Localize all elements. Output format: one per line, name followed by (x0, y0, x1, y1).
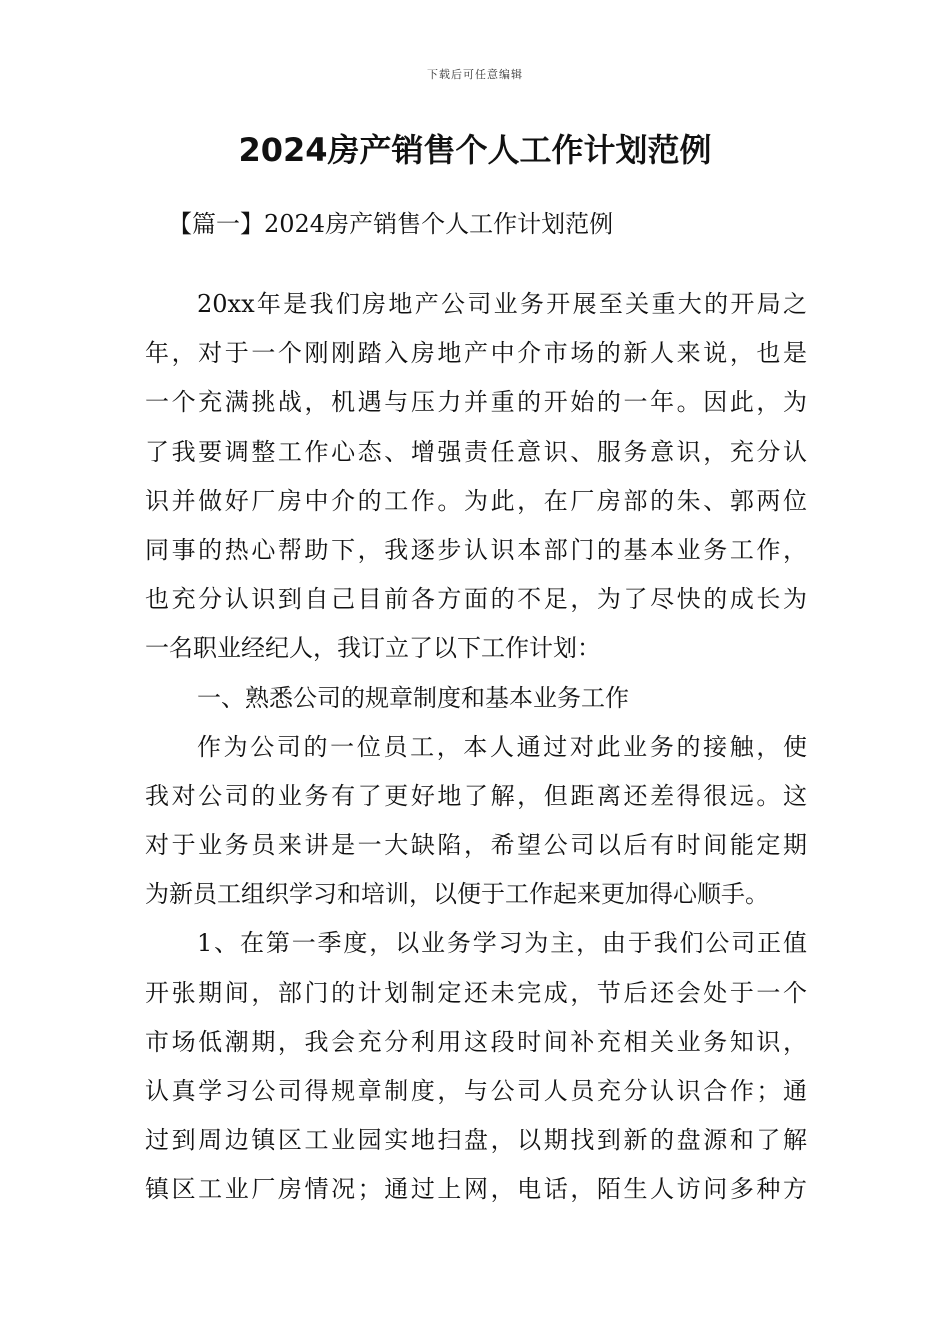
paragraph-line: 作为公司的一位员工，本人通过对此业务的接触，使 (197, 732, 807, 761)
paragraph-line: 同事的热心帮助下，我逐步认识本部门的基本业务工作， (145, 535, 807, 564)
section-heading: 【篇一】2024房产销售个人工作计划范例 (168, 210, 614, 238)
paragraph-line: 过到周边镇区工业园实地扫盘，以期找到新的盘源和了解 (145, 1126, 807, 1155)
document-title: 2024房产销售个人工作计划范例 (238, 131, 712, 169)
body-text (145, 280, 807, 1215)
paragraph-line: 开张期间，部门的计划制定还未完成，节后还会处于一个 (145, 978, 807, 1007)
paragraph-line: 了我要调整工作心态、增强责任意识、服务意识，充分认 (145, 437, 807, 466)
paragraph-line: 我对公司的业务有了更好地了解，但距离还差得很远。这 (145, 781, 807, 810)
paragraph-line: 识并做好厂房中介的工作。为此，在厂房部的朱、郭两位 (145, 486, 807, 515)
page-header-note: 下载后可任意编辑 (427, 68, 523, 81)
paragraph-line: 一个充满挑战，机遇与压力并重的开始的一年。因此，为 (145, 388, 807, 417)
paragraph-line: 也充分认识到自己目前各方面的不足，为了尽快的成长为 (145, 585, 807, 614)
paragraph-line: 认真学习公司得规章制度，与公司人员充分认识合作；通 (145, 1077, 807, 1105)
paragraph-line: 一名职业经纪人，我订立了以下工作计划： (145, 634, 601, 663)
paragraph-line: 年，对于一个刚刚踏入房地产中介市场的新人来说，也是 (145, 339, 807, 368)
paragraph-line: 20xx年是我们房地产公司业务开展至关重大的开局之 (197, 290, 807, 318)
paragraph-line: 对于业务员来讲是一大缺陷，希望公司以后有时间能定期 (145, 831, 807, 860)
paragraph-line: 市场低潮期，我会充分利用这段时间补充相关业务知识， (145, 1027, 807, 1056)
paragraph-line: 镇区工业厂房情况；通过上网，电话，陌生人访问多种方 (145, 1175, 807, 1204)
paragraph-line: 为新员工组织学习和培训，以便于工作起来更加得心顺手。 (145, 880, 769, 909)
subheading-line: 一、熟悉公司的规章制度和基本业务工作 (197, 683, 629, 712)
paragraph-line: 1、在第一季度，以业务学习为主，由于我们公司正值 (197, 929, 807, 958)
